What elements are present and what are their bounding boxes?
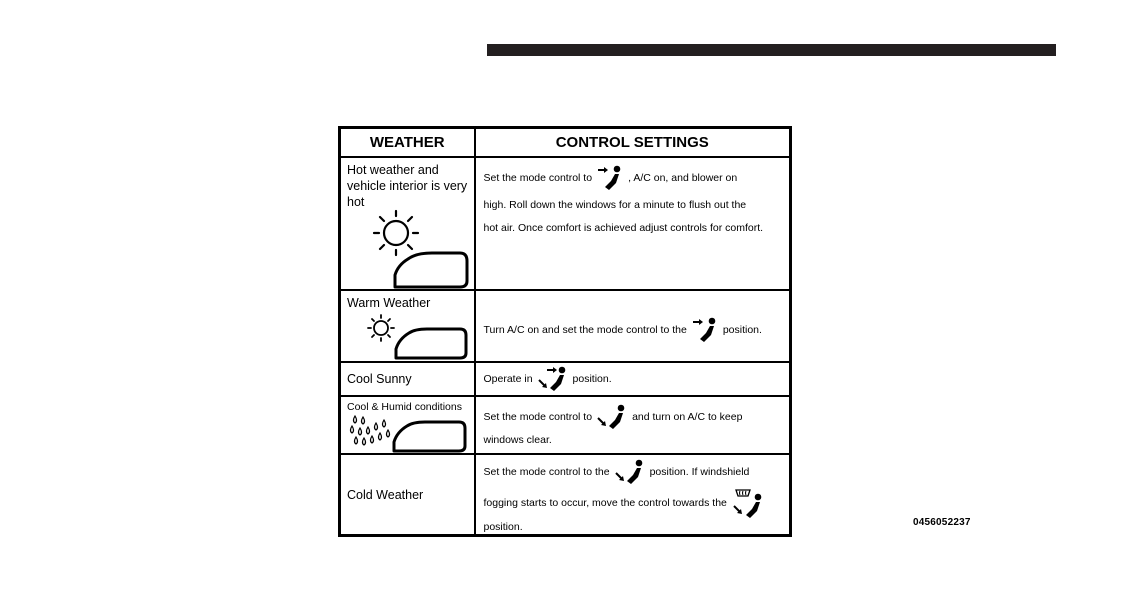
instruction-line: fogging starts to occur, move the control towards the <box>484 486 782 520</box>
weather-label: Hot weather and vehicle interior is very hot <box>347 163 468 209</box>
instruction-line: hot air. Once comfort is achieved adjust controls for comfort. <box>483 222 764 234</box>
weather-cell <box>340 396 475 454</box>
weather-label: Cool & Humid conditions <box>347 401 462 413</box>
weather-label: Cool Sunny <box>347 372 412 386</box>
figure-id: 0456052237 <box>913 517 971 528</box>
instruction-line: Turn A/C on and set the mode control to the position. <box>484 316 762 344</box>
weather-cell <box>340 362 475 396</box>
table-row <box>340 157 791 290</box>
table-row <box>340 290 791 362</box>
instruction-line: windows clear. <box>483 434 552 446</box>
table-row <box>340 454 791 536</box>
panel-vent-mode-icon <box>596 164 624 192</box>
mix-mode-icon <box>731 486 765 520</box>
weather-cell <box>340 157 475 290</box>
floor-mode-icon <box>614 458 646 486</box>
weather-cell <box>340 454 475 536</box>
table-row <box>340 362 791 396</box>
weather-label: Warm Weather <box>347 296 431 310</box>
control-settings-column-header: CONTROL SETTINGS <box>475 128 791 158</box>
instruction-line: Set the mode control to the position. If windshield <box>484 458 782 486</box>
instruction-line: Set the mode control to and turn on A/C to keep <box>484 403 782 431</box>
sun-car-illustration <box>363 313 471 361</box>
weather-cell <box>340 290 475 362</box>
header-rule <box>487 44 1056 56</box>
bi-level-mode-icon <box>537 365 569 393</box>
panel-vent-mode-icon <box>691 316 719 344</box>
weather-control-table <box>338 126 792 537</box>
control-cell <box>475 454 791 536</box>
control-cell <box>475 290 791 362</box>
weather-column-header: WEATHER <box>340 128 475 158</box>
sun-car-illustration <box>366 207 478 289</box>
control-cell <box>475 362 791 396</box>
control-cell <box>475 396 791 454</box>
instruction-line: high. Roll down the windows for a minute to flush out the <box>483 199 747 211</box>
table-row <box>340 396 791 454</box>
weather-label: Cold Weather <box>347 487 424 502</box>
rain-car-illustration <box>349 414 471 454</box>
instruction-line: Operate in position. <box>484 365 612 393</box>
instruction-line: position. <box>483 521 523 533</box>
table-header-row <box>340 128 791 158</box>
instruction-line: Set the mode control to , A/C on, and blower on <box>484 164 782 192</box>
floor-mode-icon <box>596 403 628 431</box>
control-cell <box>475 157 791 290</box>
